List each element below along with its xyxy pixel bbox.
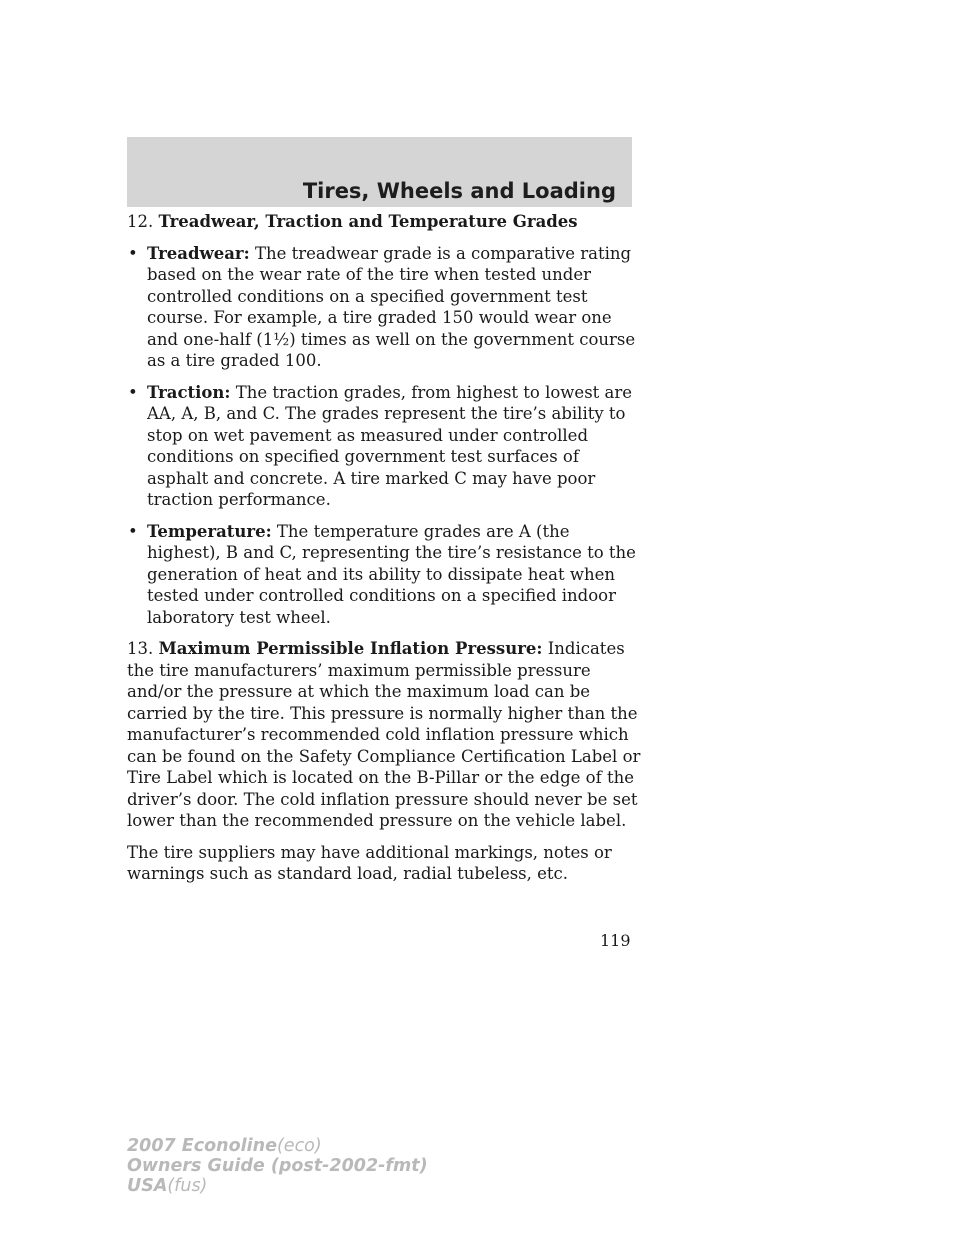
bullet-text: The treadwear grade is a comparative rating based on the wear rate of the tire when tested under controlled conditions on a specified government test course. For example, a tire graded 150 would wear one and one-half (1½) times as well on the government course as a tire graded 100. bbox=[147, 243, 636, 370]
footer-market: USA bbox=[127, 1176, 168, 1196]
item-number: 12. bbox=[127, 212, 154, 231]
footer-line-1 bbox=[127, 1136, 428, 1156]
bullet-icon: • bbox=[128, 382, 138, 402]
footer-model: 2007 Econoline bbox=[127, 1136, 277, 1156]
bullet-term: Treadwear: bbox=[147, 243, 250, 263]
item-number: 13. bbox=[127, 639, 154, 658]
bullet-term: Temperature: bbox=[147, 521, 272, 541]
section-title: Tires, Wheels and Loading bbox=[302, 179, 616, 203]
bullet-temperature bbox=[127, 521, 642, 629]
footer-market-code: (fus) bbox=[167, 1176, 208, 1196]
page-number: 119 bbox=[600, 931, 631, 950]
item-heading: Treadwear, Traction and Temperature Grades bbox=[158, 212, 578, 231]
item-text: Indicates the tire manufacturers’ maximum permissible pressure and/or the pressure at which the maximum load can be carried by the tire. This pressure is normally higher than the manufacturer’s recommended cold inflation pressure which can be found on the Safety Compliance Certification Label or Tire Label which is located on the B-Pillar or the edge of the driver’s door. The cold inflation pressure should never be set lower than the recommended pressure on the vehicle label. bbox=[127, 639, 641, 830]
bullet-traction bbox=[127, 382, 642, 511]
bullet-term: Traction: bbox=[147, 382, 231, 402]
section-header-band bbox=[127, 137, 632, 207]
footer-line-3 bbox=[127, 1176, 428, 1196]
bullet-text: The temperature grades are A (the highest), B and C, representing the tire’s resistance to the generation of heat and its ability to dissipate heat when tested under controlled conditions on a specified indoor laboratory test wheel. bbox=[147, 521, 636, 627]
bullet-text: The traction grades, from highest to lowest are AA, A, B, and C. The grades represent the tire’s ability to stop on wet pavement as measured under controlled conditions on specified government test surfaces of asphalt and concrete. A tire marked C may have poor traction performance. bbox=[147, 382, 633, 509]
item-12-heading bbox=[127, 211, 642, 233]
bullet-treadwear bbox=[127, 243, 642, 372]
document-footer bbox=[127, 1136, 428, 1196]
footer-model-code: (eco) bbox=[276, 1136, 322, 1156]
closing-paragraph: The tire suppliers may have additional markings, notes or warnings such as standard load, radial tubeless, etc. bbox=[127, 842, 612, 883]
item-13-paragraph bbox=[127, 638, 642, 832]
bullet-icon: • bbox=[128, 243, 138, 263]
footer-line-2: Owners Guide (post-2002-fmt) bbox=[127, 1156, 428, 1176]
item-heading: Maximum Permissible Inflation Pressure: bbox=[158, 639, 543, 658]
page-content bbox=[127, 211, 642, 895]
bullet-icon: • bbox=[128, 521, 138, 541]
